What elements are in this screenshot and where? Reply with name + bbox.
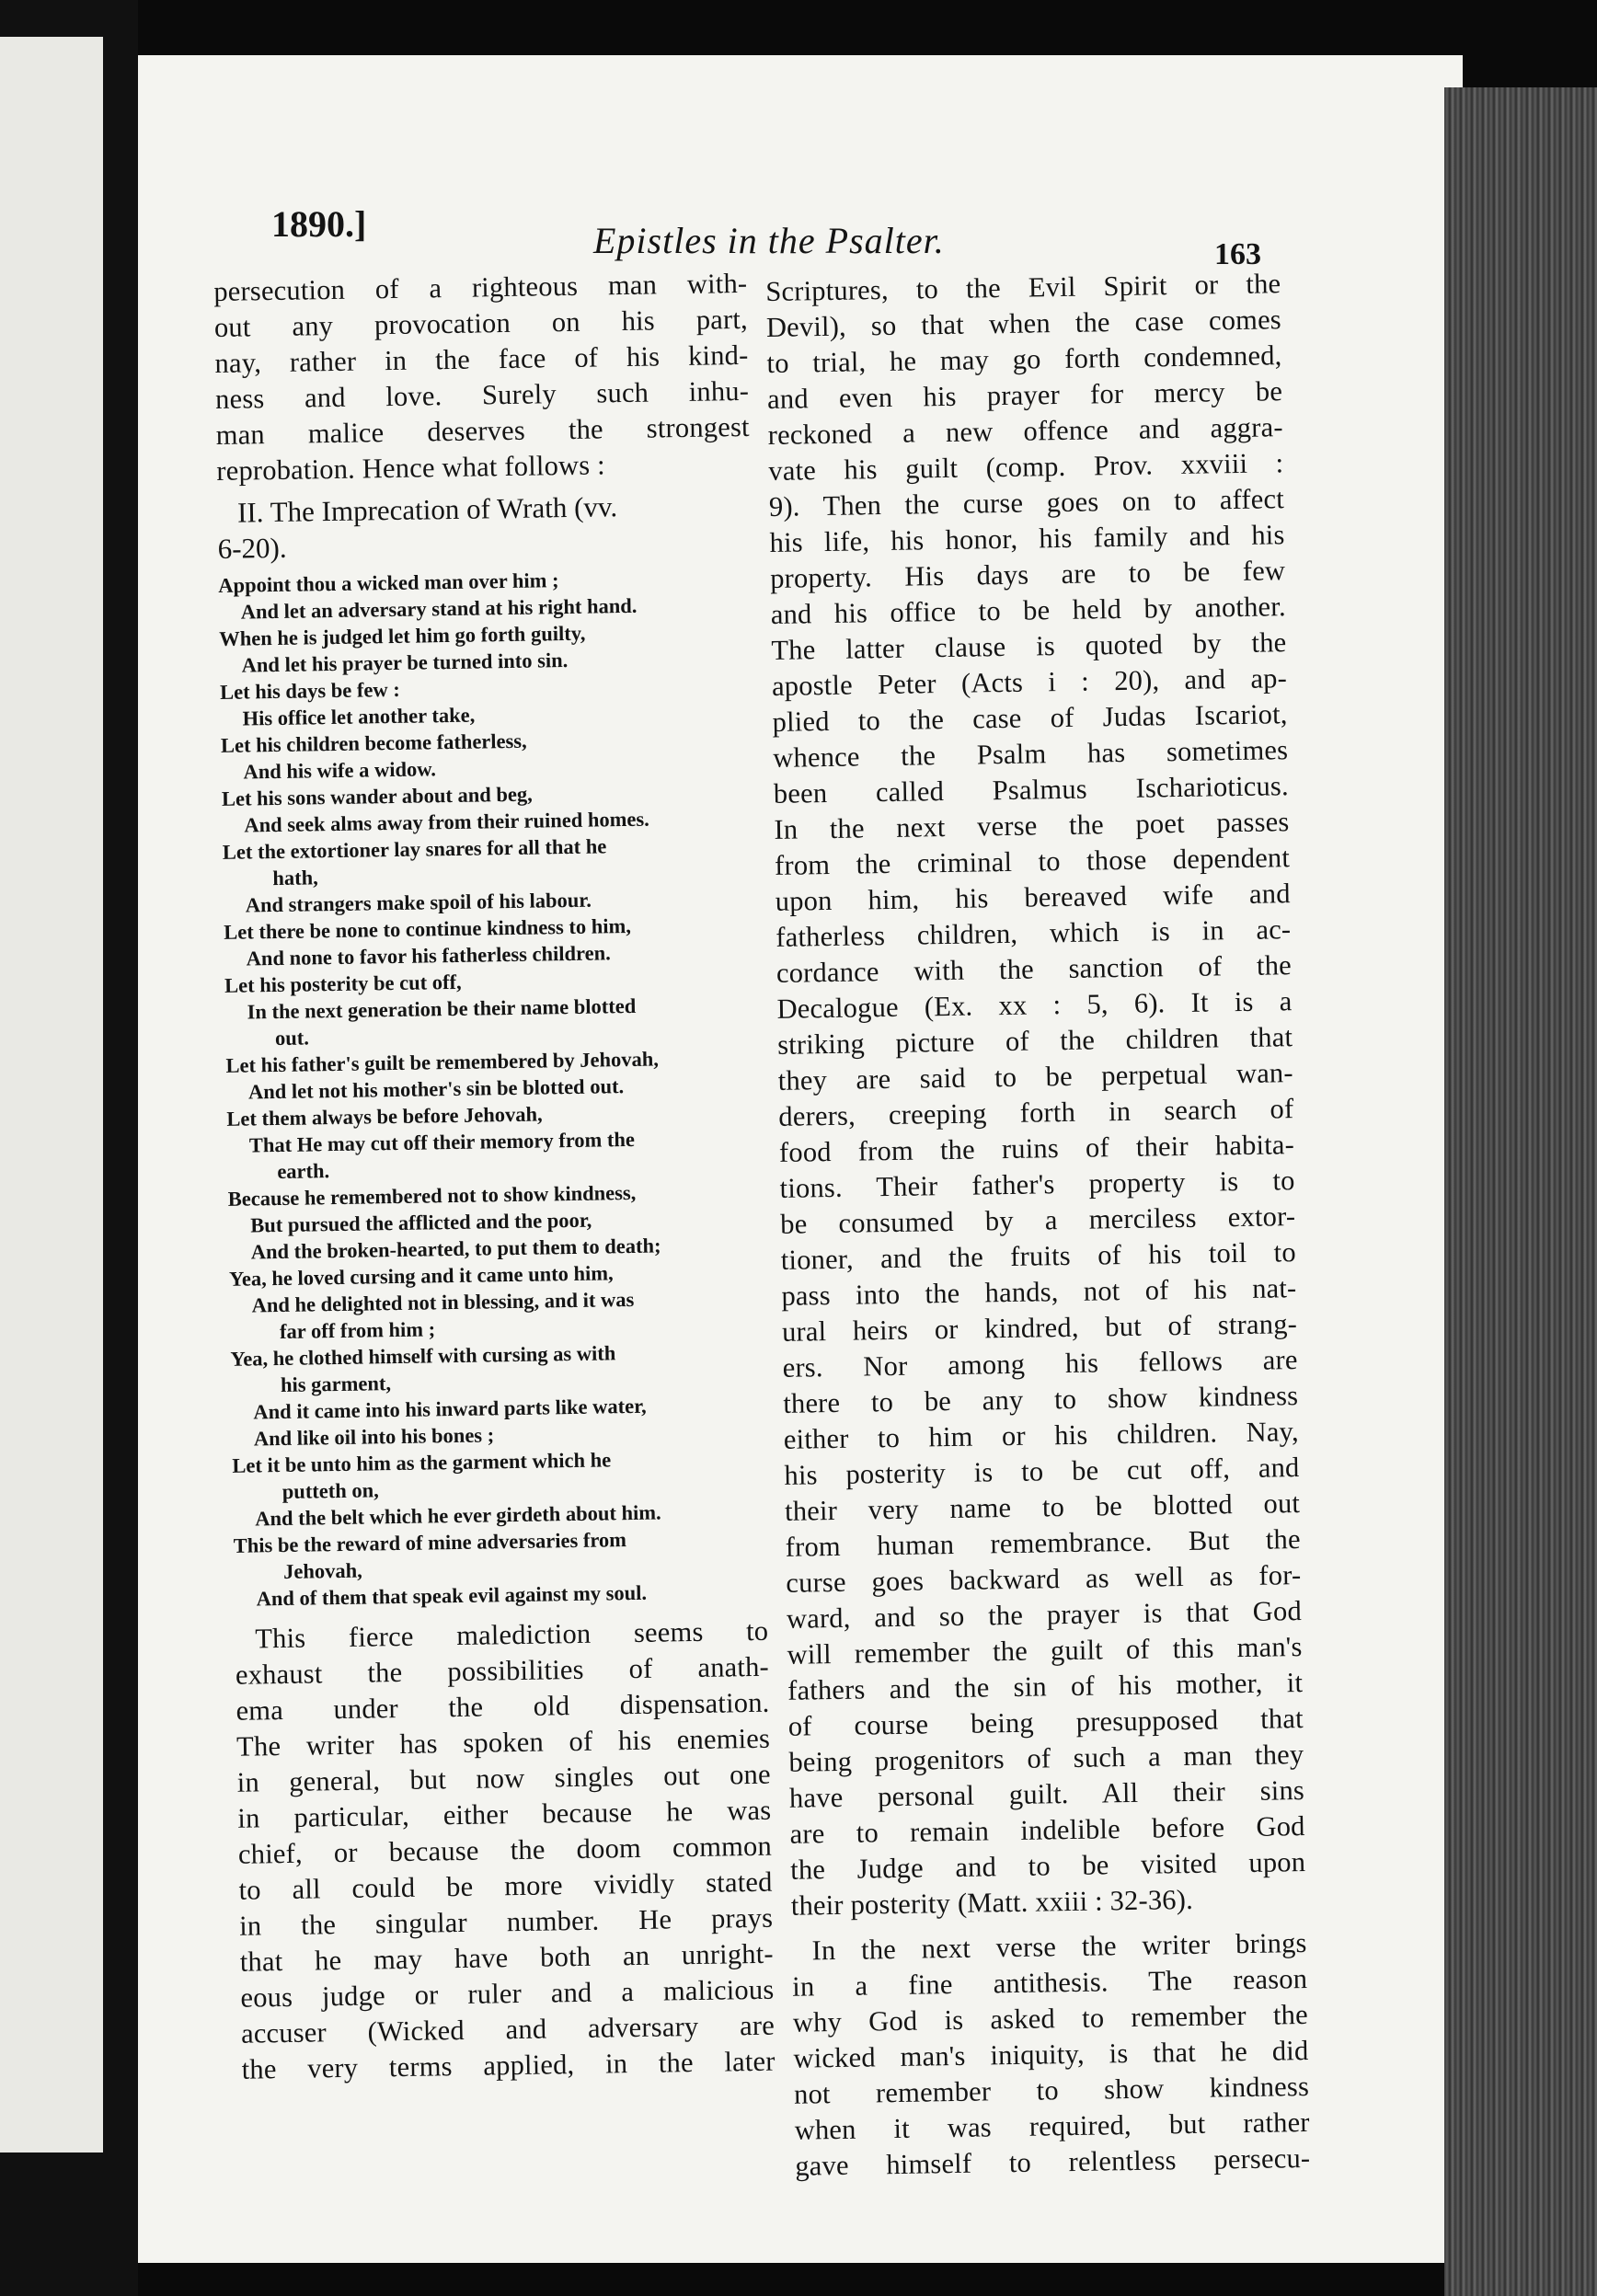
poem-line: In the next generation be their name blotted [247,993,637,1024]
text-line: wicked man's iniquity, is that he did [793,2034,1309,2074]
text-line: reckoned a new offence and aggra- [767,411,1283,451]
poem-line: Yea, he loved cursing and it came unto him, [228,1261,614,1291]
text-line: in general, but now singles out one [236,1758,771,1798]
text-line: cordance with the sanction of the [776,949,1293,989]
poem-line: Let the extortioner lay snares for all that he [222,834,607,864]
text-line: The latter clause is quoted by the [771,626,1287,666]
text-line: either to him or his children. Nay, [783,1416,1300,1455]
text-line: are to remain indelible before God [789,1809,1305,1850]
poem-line: out. [274,1026,310,1050]
text-line: 9). Then the curse goes on to affect [768,483,1285,522]
text-line: to trial, he may go forth condemned, [766,339,1282,379]
text-line: ward, and so the prayer is that God [786,1595,1303,1635]
text-line: plied to the case of Judas Iscariot, [772,698,1288,738]
text-line: their very name to be blotted out [784,1487,1301,1527]
facing-page-sliver [0,37,103,2152]
text-line: apostle Peter (Acts i : 20), and ap- [771,662,1288,702]
poem-line: Let his father's guilt be remembered by Jehovah, [225,1047,660,1077]
text-line: Decalogue (Ex. xx : 5, 6). It is a [776,985,1293,1025]
poem-line: Let them always be before Jehovah, [226,1102,543,1131]
poem-line: earth. [277,1159,330,1184]
text-line: striking picture of the children that [776,1021,1293,1061]
right-column [765,266,1311,2185]
poem-line: And it came into his inward parts like water, [253,1394,647,1424]
text-line: when it was required, but rather [794,2106,1310,2146]
left-paragraph-2 [235,1613,776,2088]
poem-line: And seek alms away from their ruined homes. [244,807,649,837]
text-line: food from the ruins of their habita- [778,1129,1295,1168]
text-line: will remember the guilt of this man's [787,1631,1303,1670]
poem-line: And the belt which he ever girdeth about him. [255,1500,661,1531]
text-line: nay, rather in the face of his kind- [214,339,749,379]
text-line: the very terms applied, in the later [241,2045,776,2085]
poem-line: This be the reward of mine adversaries from [233,1528,627,1557]
text-line: be consumed by a merciless extor- [779,1200,1296,1240]
text-line: his life, his honor, his family and his [769,519,1285,558]
text-line: his posterity is to be cut off, and [784,1452,1300,1491]
text-line: in a fine antithesis. The reason [791,1962,1308,2003]
poem-line: And none to favor his fatherless children. [246,941,611,970]
text-line: tions. Their father's property is to [779,1165,1295,1204]
header-title: Epistles in the Psalter. [593,220,945,261]
text-line: derers, creeping forth in search of [778,1093,1294,1132]
text-line: Scriptures, to the Evil Spirit or the [765,268,1281,307]
text-line: accuser (Wicked and adversary are [240,2009,776,2049]
text-line: to all could be more vividly stated [238,1866,773,1906]
text-line: fatherless children, which is in ac- [776,913,1292,953]
poem-line: That He may cut off their memory from the [248,1127,636,1157]
book-fore-edge [1444,87,1597,2296]
text-line: curse goes backward as well as for- [786,1559,1302,1599]
running-header [0,184,1597,271]
text-line: In the next verse the poet passes [774,806,1290,845]
text-line: ema under the old dispensation. [236,1686,770,1727]
text-line: The writer has spoken of his enemies [236,1722,771,1762]
poem-line: Yea, he clothed himself with cursing as with [230,1341,616,1371]
poem-line: Let there be none to continue kindness to him, [224,913,632,944]
poem-line: Jehovah, [282,1558,362,1583]
text-line: the Judge and to be visited upon [789,1845,1306,1886]
text-line: Devil), so that when the case comes [765,304,1282,343]
poem-line: far off from him ; [279,1317,436,1344]
poem-line: And strangers make spoil of his labour. [245,888,592,917]
poem-line: putteth on, [281,1478,380,1503]
text-line: from human remembrance. But the [785,1523,1301,1563]
left-paragraph-1 [213,266,751,489]
poem-line: Let it be unto him as the garment which he [232,1448,612,1477]
text-line: eous judge or ruler and a malicious [240,1973,775,2014]
text-line: upon him, his bereaved wife and [775,878,1291,917]
poem-line: And like oil into his bones ; [253,1423,495,1451]
text-line: In the next verse the writer brings [811,1926,1307,1967]
text-line: ural heirs or kindred, but of strang- [781,1308,1298,1348]
text-line: ers. Nor among his fellows are [782,1344,1298,1383]
text-line: chief, or because the doom common [237,1830,773,1870]
text-line: from the criminal to those dependent [774,842,1291,881]
text-line: why God is asked to remember the [792,1998,1309,2038]
poem-line: Because he remembered not to show kindness, [227,1180,637,1211]
poem-line: Let his children become fatherless, [220,729,527,757]
poem-line: Let his sons wander about and beg, [221,782,533,810]
poem-line: And he delighted not in blessing, and it was [251,1287,635,1317]
text-line: out any provocation on his part, [213,303,749,343]
poem-line: His office let another take, [242,703,476,730]
page-number: 163 [1214,237,1261,271]
section-heading [217,487,752,567]
poem-line: And his wife a widow. [243,757,437,784]
text-line: gave himself to relentless persecu- [795,2141,1311,2182]
text-line: their posterity (Matt. xxiii : 32-36). [790,1883,1194,1922]
psalm-quotation [218,564,768,1613]
poem-line: But pursued the afflicted and the poor, [250,1208,592,1237]
heading-line: 6-20). [217,531,287,565]
text-line: been called Psalmus Ischarioticus. [773,770,1290,809]
header-year: 1890.] [271,203,367,245]
text-line: reprobation. Hence what follows : [216,449,606,487]
text-line: in particular, either because he was [237,1794,772,1834]
text-line: not remember to show kindness [793,2070,1310,2110]
text-line: and even his prayer for mercy be [766,375,1283,415]
text-line: being progenitors of such a man they [788,1739,1304,1778]
poem-line: Let his days be few : [219,677,400,704]
text-line: vate his guilt (comp. Prov. xxviii : [768,447,1284,487]
poem-line: his garment, [280,1372,392,1397]
text-line: pass into the hands, not of his nat- [781,1272,1297,1312]
text-line: man malice deserves the strongest [215,410,750,451]
left-column [213,266,776,2088]
text-line: tioner, and the fruits of his toil to [780,1236,1297,1276]
right-paragraph-1 [765,266,1306,1924]
text-line: and his office to be held by another. [770,591,1287,630]
text-line: of course being presupposed that [787,1703,1304,1742]
heading-line: II. The Imprecation of Wrath (vv. [236,490,618,529]
text-line: in the singular number. He prays [238,1901,774,1942]
poem-line: And the broken-hearted, to put them to death; [250,1234,661,1264]
text-line: whence the Psalm has sometimes [772,734,1289,774]
poem-line: Appoint thou a wicked man over him ; [218,568,559,597]
poem-line: And let an adversary stand at his right hand. [240,593,638,624]
text-line: This fierce malediction seems to [255,1614,769,1655]
poem-line: hath, [272,866,318,890]
text-line: fathers and the sin of his mother, it [787,1667,1304,1706]
text-line: have personal guilt. All their sins [788,1774,1305,1814]
text-line: exhaust the possibilities of anath- [235,1650,770,1691]
right-paragraph-2 [791,1925,1310,2185]
poem-line: Let his posterity be cut off, [224,970,462,997]
text-line: property. His days are to be few [769,555,1286,594]
text-line: that he may have both an unright- [239,1937,775,1978]
poem-line: And let not his mother's sin be blotted out. [247,1074,625,1104]
text-line: ness and love. Surely such inhu- [214,374,750,415]
text-line: they are said to be perpetual wan- [777,1057,1293,1096]
poem-line: And of them that speak evil against my soul. [256,1580,648,1611]
text-line: persecution of a righteous man with- [213,267,748,307]
poem-line: When he is judged let him go forth guilty, [219,621,586,650]
text-line: there to be any to show kindness [783,1380,1299,1419]
poem-line: And let his prayer be turned into sin. [241,649,569,677]
